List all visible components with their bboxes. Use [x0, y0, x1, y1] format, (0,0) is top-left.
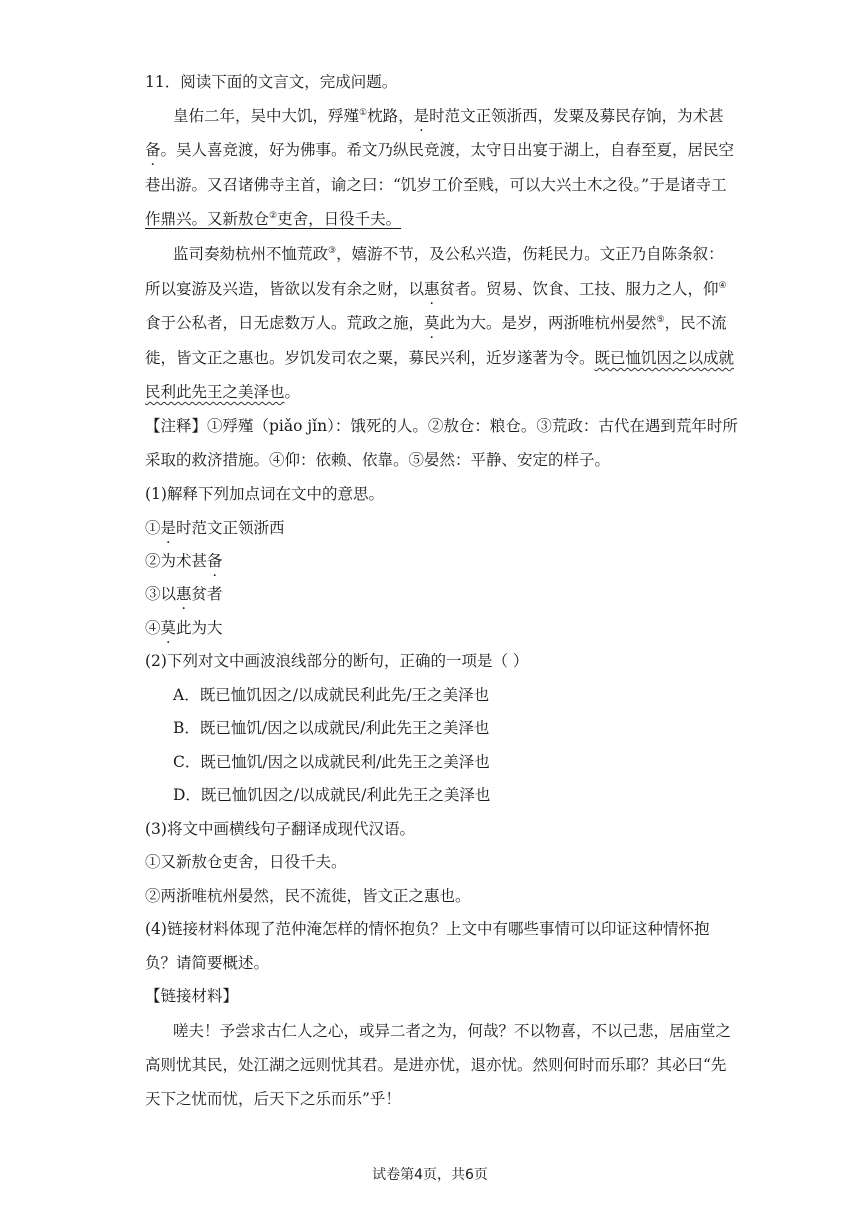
dotted-word: 备	[145, 141, 161, 159]
passage-line	[145, 209, 401, 229]
note-marker: ②	[269, 210, 278, 221]
note-marker: ①	[359, 107, 368, 118]
page-footer: 试卷第4页，共6页	[372, 1167, 488, 1183]
question-header: 11．阅读下面的文言文，完成问题。	[145, 73, 398, 91]
link-material-line: 高则忧其民，处江湖之远则忧其君。是进亦忧，退亦忧。然则何时而乐耶？其必曰“先	[145, 1056, 727, 1074]
q3-item: ②两浙唯杭州晏然，民不流徙，皆文正之惠也。	[145, 887, 471, 905]
passage-line: 监司奏劾杭州不恤荒政③，嬉游不节，及公私兴造，伤耗民力。文正乃自陈条叙：	[173, 245, 724, 263]
note-marker: ③	[328, 245, 337, 256]
passage-line: 所以宴游及兴造，皆欲以发有余之财，以惠贫者。贸易、饮食、工技、服力之人，仰④	[145, 280, 727, 298]
dotted-word: 是	[413, 107, 430, 125]
subquestion-4: (4)链接材料体现了范仲淹怎样的情怀抱负？上文中有哪些事情可以印证这种情怀抱	[145, 920, 710, 938]
underlined-sentence: 作鼎兴。又新敖仓②吏舍，日役千夫。	[145, 210, 402, 228]
passage-line: 徙，皆文正之惠也。岁饥发司农之粟，募民兴利，近岁遂著为令。既已恤饥因之以成就	[145, 349, 735, 367]
dotted-word: 惠	[176, 585, 192, 603]
q1-item: ③以惠贫者	[145, 585, 223, 603]
dotted-word: 惠	[424, 280, 440, 298]
passage-line: 食于公私者，日无虑数万人。荒政之施，莫此为大。是岁，两浙唯杭州晏然⑤，民不流	[145, 314, 727, 332]
subquestion-3: (3)将文中画横线句子翻译成现代汉语。	[145, 820, 415, 838]
note-marker: ④	[718, 280, 727, 291]
notes-line: 采取的救济措施。④仰：依赖、依靠。⑤晏然：平静、安定的样子。	[145, 451, 611, 469]
option-a[interactable]: A．既已恤饥因之/以成就民利此先/王之美泽也	[173, 686, 490, 704]
q1-item: ②为术甚备	[145, 552, 223, 570]
passage-line: 民利此先王之美泽也。	[145, 383, 301, 401]
link-material-line: 嗟夫！予尝求古仁人之心，或异二者之为，何哉？不以物喜，不以己悲，居庙堂之	[173, 1022, 732, 1040]
subquestion-1: (1)解释下列加点词在文中的意思。	[145, 485, 384, 503]
dotted-word: 莫	[424, 314, 440, 332]
notes-line: 【注释】①殍殣（piǎo jǐn）：饿死的人。②敖仓：粮仓。③荒政：古代在遇到荒年时所	[145, 417, 738, 435]
subquestion-2: (2)下列对文中画波浪线部分的断句，正确的一项是（ ）	[145, 652, 529, 670]
option-c[interactable]: C．既已恤饥/因之以成就民利/此先王之美泽也	[173, 753, 490, 771]
q1-item: ①是时范文正领浙西	[145, 519, 285, 537]
wavy-underlined-text: 民利此先王之美泽也	[145, 383, 285, 401]
q1-item: ④莫此为大	[145, 619, 223, 637]
link-material-header: 【链接材料】	[145, 987, 239, 1005]
q3-item: ①又新敖仓吏舍，日役千夫。	[145, 853, 347, 871]
subquestion-4-cont: 负？请简要概述。	[145, 954, 270, 972]
passage-line: 备。吴人喜竞渡，好为佛事。希文乃纵民竞渡，太守日出宴于湖上，自春至夏，居民空	[145, 141, 735, 159]
option-d[interactable]: D．既已恤饥因之/以成就民/利此先王之美泽也	[173, 786, 491, 804]
passage-line: 皇佑二年，吴中大饥，殍殣①枕路，是时范文正领浙西，发粟及募民存饷，为术甚	[173, 107, 724, 125]
passage-line: 巷出游。又召诸佛寺主首，谕之曰：“饥岁工价至贱，可以大兴土木之役。”于是诸寺工	[145, 176, 727, 194]
dotted-word: 是	[160, 519, 177, 537]
option-b[interactable]: B．既已恤饥/因之以成就民/利此先王之美泽也	[173, 719, 490, 737]
link-material-line: 天下之忧而忧，后天下之乐而乐”乎！	[145, 1090, 401, 1108]
dotted-word: 莫	[160, 619, 177, 637]
wavy-underlined-text: 既已恤饥因之以成就	[594, 349, 735, 367]
dotted-word: 备	[207, 552, 223, 570]
note-marker: ⑤	[656, 314, 665, 325]
